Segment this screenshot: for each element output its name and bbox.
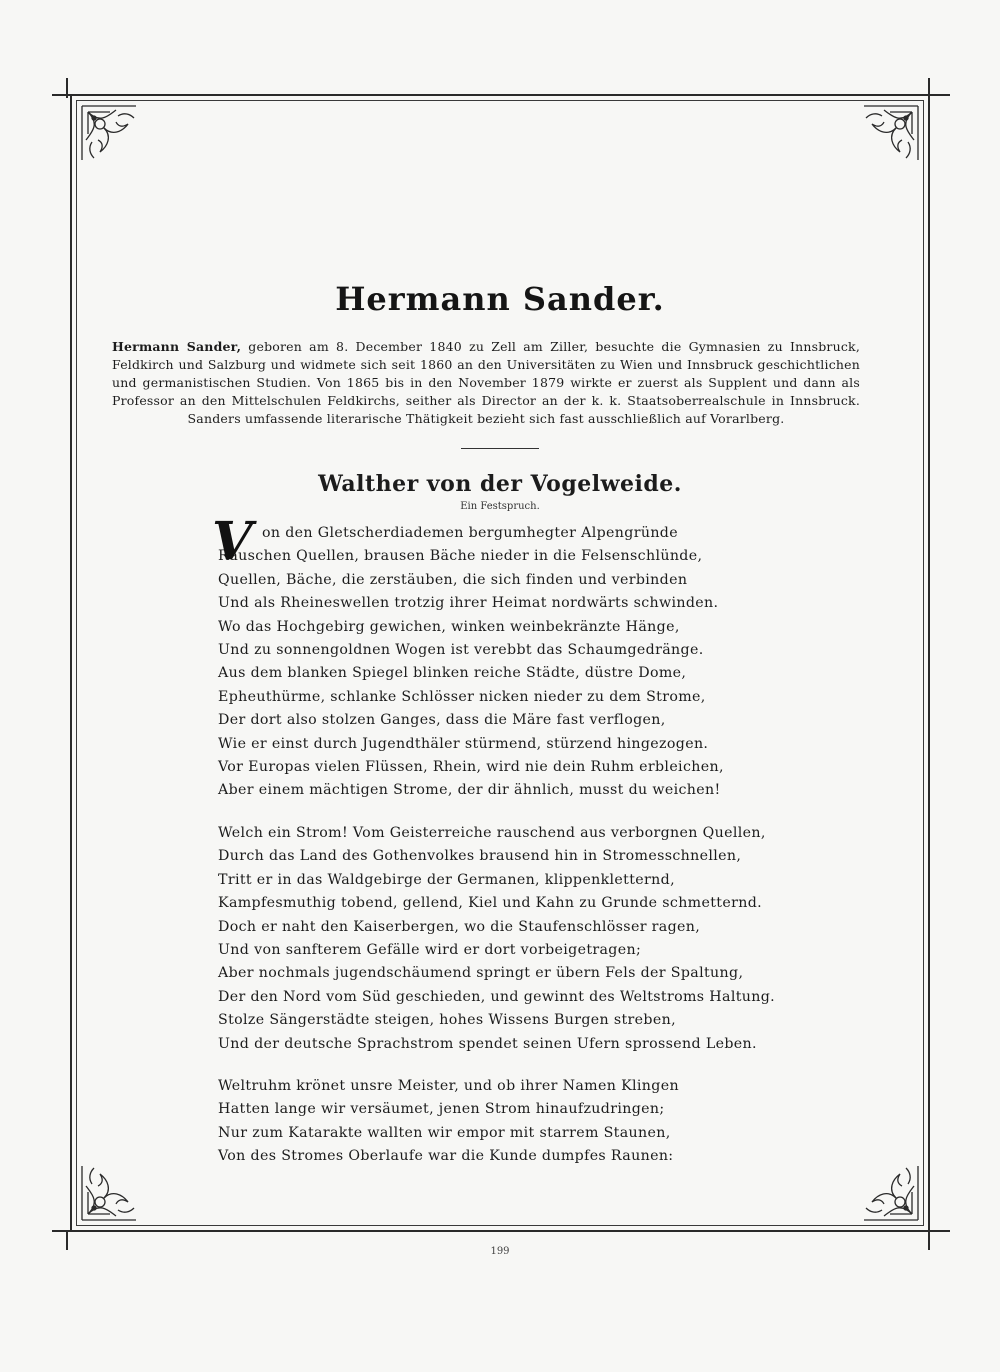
ornamental-corner-icon: [860, 102, 922, 164]
drop-cap-initial: V: [212, 511, 253, 572]
poem-line: Durch das Land des Gothenvolkes brausend hin in Stromesschnellen,: [218, 848, 742, 865]
poem-stanza: [212, 511, 900, 803]
biography-text: geboren am 8. December 1840 zu Zell am Ziller, besuchte die Gymnasien zu Innsbruck, Feldkirch und Salzburg und widmete sich seit 1860 an den Universitäten zu Wien und Innsbruck geschichtlichen und germanistischen Studien. Von 1865 bis in den November 1879 wirkte er zuerst als Supplent und dann als Professor an den Mittelschulen Feldkirchs, seither als Director an der k. k. Staatsoberrealschule in Innsbruck. Sanders umfassende literarische Thätigkeit bezieht sich fast ausschließlich auf Vorarlberg.: [112, 339, 860, 426]
frame-tick: [928, 94, 950, 96]
poem-line: Epheuthürme, schlanke Schlösser nicken nieder zu dem Strome,: [218, 688, 706, 705]
poem-line: Welch ein Strom! Vom Geisterreiche rauschend aus verborgnen Quellen,: [218, 824, 766, 841]
ornamental-corner-icon: [860, 1162, 922, 1224]
poem-line: Rauschen Quellen, brausen Bäche nieder in die Felsenschlünde,: [218, 548, 703, 565]
frame-tick: [52, 1230, 74, 1232]
poem-line: Quellen, Bäche, die zerstäuben, die sich finden und verbinden: [218, 571, 688, 588]
frame-tick: [928, 1230, 950, 1232]
poem-line: Und der deutsche Sprachstrom spendet seinen Ufern sprossend Leben.: [218, 1035, 757, 1052]
ornamental-corner-icon: [78, 102, 140, 164]
poem-line: Aus dem blanken Spiegel blinken reiche Städte, düstre Dome,: [218, 665, 687, 682]
poem-line: Aber einem mächtigen Strome, der dir ähnlich, musst du weichen!: [218, 782, 721, 799]
poem-line: Der den Nord vom Süd geschieden, und gewinnt des Weltstroms Haltung.: [218, 988, 776, 1005]
poem-line: Nur zum Katarakte wallten wir empor mit starrem Staunen,: [218, 1124, 671, 1141]
poem-title: Walther von der Vogelweide.: [318, 471, 682, 497]
poem-line: Und zu sonnengoldnen Wogen ist verebbt das Schaumgedränge.: [218, 642, 704, 659]
page-title: Hermann Sander.: [335, 280, 665, 318]
poem-subtitle: Ein Festspruch.: [460, 501, 540, 512]
poem-line: on den Gletscherdiademen bergumhegter Alpengründe: [262, 525, 678, 541]
author-name: Hermann Sander,: [112, 339, 242, 354]
poem-line: Doch er naht den Kaiserbergen, wo die Staufenschlösser ragen,: [218, 918, 701, 935]
poem-line: Und von sanfterem Gefälle wird er dort vorbeigetragen;: [218, 941, 642, 958]
poem-line: Tritt er in das Waldgebirge der Germanen, klippenkletternd,: [218, 871, 675, 888]
ornamental-corner-icon: [78, 1162, 140, 1224]
poem-line: Von des Stromes Oberlaufe war die Kunde dumpfes Raunen:: [218, 1148, 674, 1165]
poem-line: Hatten lange wir versäumet, jenen Strom hinaufzudringen;: [218, 1101, 665, 1118]
poem-line: Stolze Sängerstädte steigen, hohes Wissens Burgen streben,: [218, 1012, 676, 1029]
frame-tick: [52, 94, 74, 96]
poem-line: Und als Rheineswellen trotzig ihrer Heimat nordwärts schwinden.: [218, 595, 719, 612]
poem-stanza: [218, 1075, 900, 1169]
poem-line: Aber nochmals jugendschäumend springt er übern Fels der Spaltung,: [218, 965, 744, 982]
author-biography: [112, 338, 860, 428]
poem-line: Wo das Hochgebirg gewichen, winken weinbekränzte Hänge,: [218, 618, 680, 635]
page-number: 199: [490, 1246, 510, 1257]
poem-line: Vor Europas vielen Flüssen, Rhein, wird nie dein Ruhm erbleichen,: [218, 759, 724, 776]
poem-line: Kampfesmuthig tobend, gellend, Kiel und Kahn zu Grunde schmetternd.: [218, 895, 762, 912]
poem-stanza: [218, 822, 900, 1056]
poem-line: Weltruhm krönet unsre Meister, und ob ihrer Namen Klingen: [218, 1077, 679, 1094]
section-divider: [461, 448, 539, 449]
page-content: [100, 280, 900, 1169]
poem-line: Wie er einst durch Jugendthäler stürmend, stürzend hingezogen.: [218, 735, 709, 752]
poem-line: Der dort also stolzen Ganges, dass die Märe fast verflogen,: [218, 712, 666, 729]
